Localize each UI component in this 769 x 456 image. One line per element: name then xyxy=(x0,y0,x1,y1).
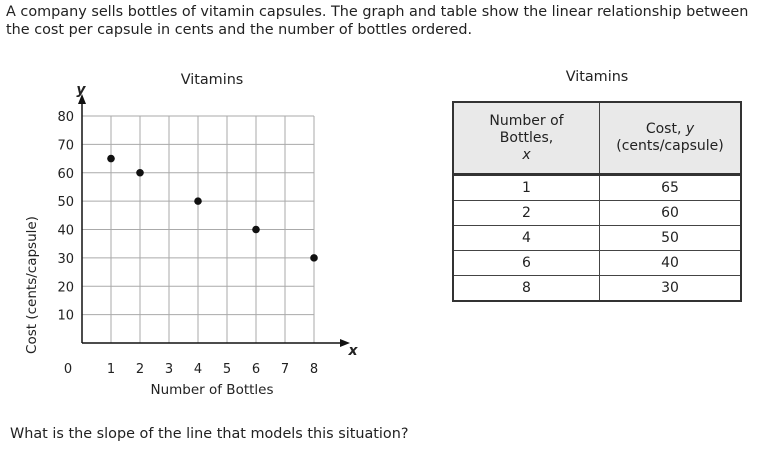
x-tick-label: 8 xyxy=(309,362,319,377)
chart-tick-labels xyxy=(57,110,318,377)
table-row xyxy=(453,276,741,302)
origin-label: 0 xyxy=(63,362,73,377)
data-point xyxy=(252,226,260,234)
cell-cost: 30 xyxy=(600,276,742,302)
chart-axes xyxy=(78,94,350,347)
cell-cost: 60 xyxy=(600,201,742,226)
data-point xyxy=(136,169,144,177)
cell-cost: 65 xyxy=(600,175,742,201)
x-tick-label: 7 xyxy=(280,362,290,377)
chart-grid xyxy=(82,116,314,343)
data-point xyxy=(107,155,115,163)
cell-bottles: 1 xyxy=(453,175,600,201)
cell-cost: 50 xyxy=(600,226,742,251)
table-header-row xyxy=(453,102,741,175)
question-text: What is the slope of the line that models this situation? xyxy=(10,426,409,442)
y-axis-label: Cost (cents/capsule) xyxy=(24,216,40,354)
table-title: Vitamins xyxy=(565,69,629,85)
x-tick-label: 2 xyxy=(135,362,145,377)
y-axis-letter: y xyxy=(76,82,86,98)
header-bottles: Number of Bottles, x xyxy=(453,102,600,175)
x-tick-label: 1 xyxy=(106,362,116,377)
vitamins-chart xyxy=(0,60,380,405)
y-tick-label: 10 xyxy=(57,308,74,324)
cell-bottles: 6 xyxy=(453,251,600,276)
cell-bottles: 2 xyxy=(453,201,600,226)
x-tick-label: 4 xyxy=(193,362,203,377)
chart-points xyxy=(107,155,318,262)
y-tick-label: 60 xyxy=(57,166,74,182)
data-point xyxy=(194,197,202,205)
y-tick-label: 70 xyxy=(57,138,74,154)
x-tick-label: 5 xyxy=(222,362,232,377)
cell-cost: 40 xyxy=(600,251,742,276)
y-tick-label: 30 xyxy=(57,251,74,267)
x-axis-letter: x xyxy=(348,343,358,359)
cell-bottles: 4 xyxy=(453,226,600,251)
data-point xyxy=(310,254,318,262)
intro-text: A company sells bottles of vitamin capsules. The graph and table show the linear relationship between the cost per capsule in cents and the number of bottles ordered. xyxy=(6,4,749,38)
table-row xyxy=(453,251,741,276)
table-row xyxy=(453,226,741,251)
y-tick-label: 20 xyxy=(57,280,74,296)
x-tick-label: 3 xyxy=(164,362,174,377)
table-row xyxy=(453,201,741,226)
x-axis-label: Number of Bottles xyxy=(150,382,274,398)
x-tick-label: 6 xyxy=(251,362,261,377)
cell-bottles: 8 xyxy=(453,276,600,302)
table-row xyxy=(453,175,741,201)
vitamins-table xyxy=(452,101,742,302)
chart-title: Vitamins xyxy=(180,72,244,88)
header-cost: Cost, y (cents/capsule) xyxy=(600,102,742,175)
y-tick-label: 40 xyxy=(57,223,74,239)
y-tick-label: 80 xyxy=(57,110,74,125)
y-tick-label: 50 xyxy=(57,195,74,211)
